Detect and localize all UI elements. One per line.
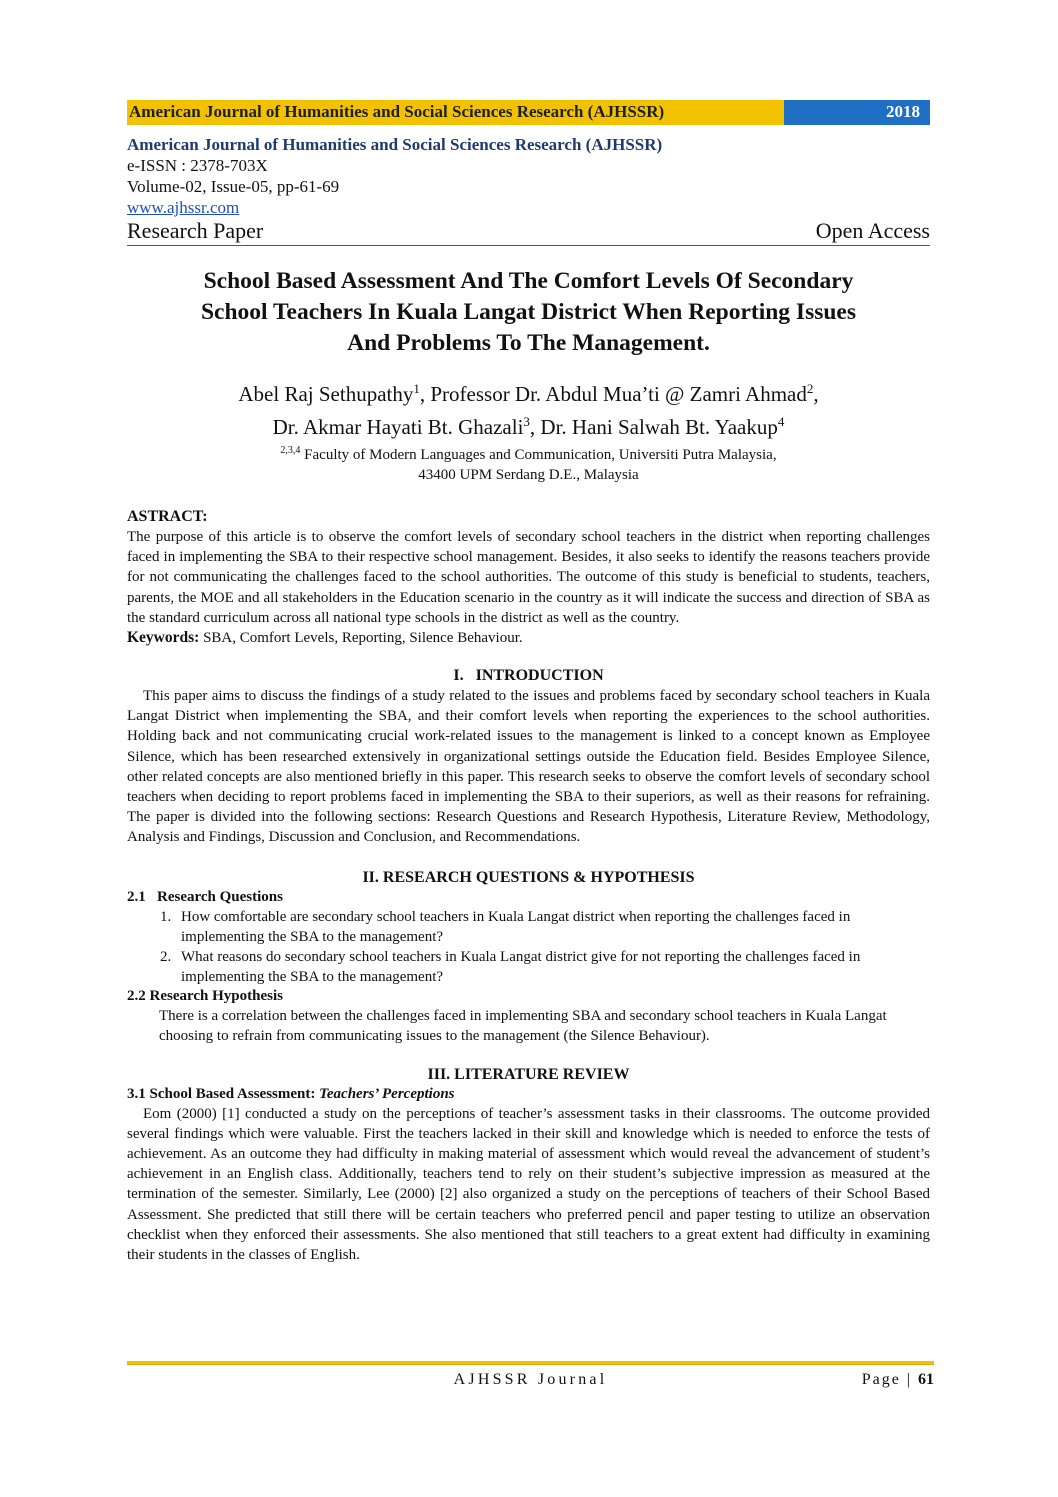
volume-info: Volume-02, Issue-05, pp-61-69 [127,177,340,196]
footer-rule [127,1361,934,1365]
author-line [127,375,930,408]
page-footer [127,1361,934,1395]
author-affiliation-mark: 1 [413,381,420,396]
title-line: School Teachers In Kuala Langat District When Reporting Issues [200,299,857,325]
introduction-text: This paper aims to discuss the findings of a study related to the issues and problems faced by secondary school teachers in Kuala Langat District when implementing the SBA, and their comfort levels when reporting the experiences to the school authorities. Holding back and not communicating crucial work-related issues to the management is linked to a concept known as Employee Silence, which has been researched extensively in organizational settings outside the Education field. Besides Employee Silence, other related concepts are also mentioned briefly in this paper. This research seeks to observe the comfort levels of secondary school teachers when deciding to report problems faced in implementing the SBA to their superiors, as well as their reasons for refraining. The paper is divided into the following sections: Research Questions and Research Hypothesis, Literature Review, Methodology, Analysis and Findings, Discussion and Conclusion, and Recommendations. [127,688,930,846]
research-question: 1. How comfortable are secondary school teachers in Kuala Langat district when reporting the challenges faced in implementing the SBA to the management? [175,907,930,947]
author-name: , Professor Dr. Abdul Mua’ti @ Zamri Ahmad [419,382,807,406]
title-line: School Based Assessment And The Comfort Levels Of Secondary [203,268,854,294]
paper-type: Research Paper [127,218,264,243]
keywords-list: SBA, Comfort Levels, Reporting, Silence Behaviour. [199,630,523,647]
keywords [127,628,930,648]
issn: e-ISSN : 2378-703X [127,156,268,175]
abstract-text: The purpose of this article is to observe the comfort levels of secondary school teachers in the district when reporting challenges faced in implementing the SBA to their respective school management. Besides, it also seeks to identify the reasons teachers provide for not communicating the challenges faced to the school authorities. The outcome of this study is beneficial to students, teachers, parents, the MOE and all stakeholders in the Education scenario in the country as it will indicate the success and direction of SBA as the standard curriculum across all national type schools in the district as well as the country. [127,529,930,626]
section-heading-research-questions: II. RESEARCH QUESTIONS & HYPOTHESIS [362,868,695,886]
title-line: And Problems To The Management. [347,330,710,356]
journal-meta [127,134,930,218]
abstract-heading: ASTRACT: [127,508,208,525]
section-heading-introduction: I. INTRODUCTION [453,667,604,685]
page [127,100,930,1265]
section-heading-literature-review: III. LITERATURE REVIEW [427,1065,630,1083]
journal-name: American Journal of Humanities and Social Sciences Research (AJHSSR) [127,135,663,154]
affiliation-line: Faculty of Modern Languages and Communication, Universiti Putra Malaysia, [300,447,777,463]
footer-page [862,1371,934,1389]
footer-journal: AJHSSR Journal [453,1371,608,1388]
subsection-title: 3.1 School Based Assessment: [127,1085,320,1102]
page-label: Page | [861,1371,918,1388]
subsection-title-italic: Teachers’ Perceptions [319,1085,455,1102]
author-name: Dr. Akmar Hayati Bt. Ghazali [272,415,524,439]
research-question: 2. What reasons do secondary school teachers in Kuala Langat district give for not reporting the challenges faced in implementing the SBA to the management? [175,947,930,987]
author-affiliation-mark: 3 [523,414,530,429]
paper-title [127,266,930,359]
affiliation-line: 43400 UPM Serdang D.E., Malaysia [418,467,639,483]
affiliation-mark: 2,3,4 [280,445,301,456]
banner-journal-name: American Journal of Humanities and Social Sciences Research (AJHSSR) [127,100,784,125]
paper-type-row [127,218,930,246]
page-number: 61 [918,1371,934,1388]
hypothesis-text: There is a correlation between the challenges faced in implementing SBA and secondary school teachers in Kuala Langat choosing to refrain from communicating issues to the management (the Silence Behaviour). [159,1007,887,1044]
author-list [127,375,930,441]
subsection-heading-hypothesis: 2.2 Research Hypothesis [127,987,283,1004]
author-name: , Dr. Hani Salwah Bt. Yaakup [529,415,778,439]
banner-year: 2018 [784,100,930,125]
journal-banner [127,100,930,125]
subsection-heading-research-questions: 2.1 Research Questions [127,888,283,905]
author-name: Abel Raj Sethupathy [238,382,414,406]
website-link[interactable]: www.ajhssr.com [127,198,240,217]
subsection-heading-sba [127,1085,930,1104]
literature-review-text: Eom (2000) [1] conducted a study on the perceptions of teacher’s assessment tasks in their classrooms. The outcome provided several findings which were valuable. First the teachers lacked in their skill and knowledge which is needed to enforce the tests of achievement. As an outcome they had difficulty in making material of assessment which would reveal the advancement of student’s achievement in an English class. Additionally, teachers tend to rely on their student’s subjective impression as measured at the termination of the semester. Similarly, Lee (2000) [2] also organized a study on the perceptions of teachers of their School Based Assessment. She predicted that still there will be certain teachers who preferred pencil and paper testing to utilize an observation checklist when they enforced their assessments. She also mentioned that still teachers to a great extent had difficulty in examining their students in the classes of English. [127,1105,930,1264]
author-separator: , [813,382,819,406]
research-question-list [127,907,930,987]
keywords-label: Keywords: [127,629,200,647]
affiliation [127,441,930,485]
access-type: Open Access [815,218,930,243]
author-line [127,408,930,441]
author-affiliation-mark: 4 [777,414,785,429]
author-affiliation-mark: 2 [806,381,814,396]
